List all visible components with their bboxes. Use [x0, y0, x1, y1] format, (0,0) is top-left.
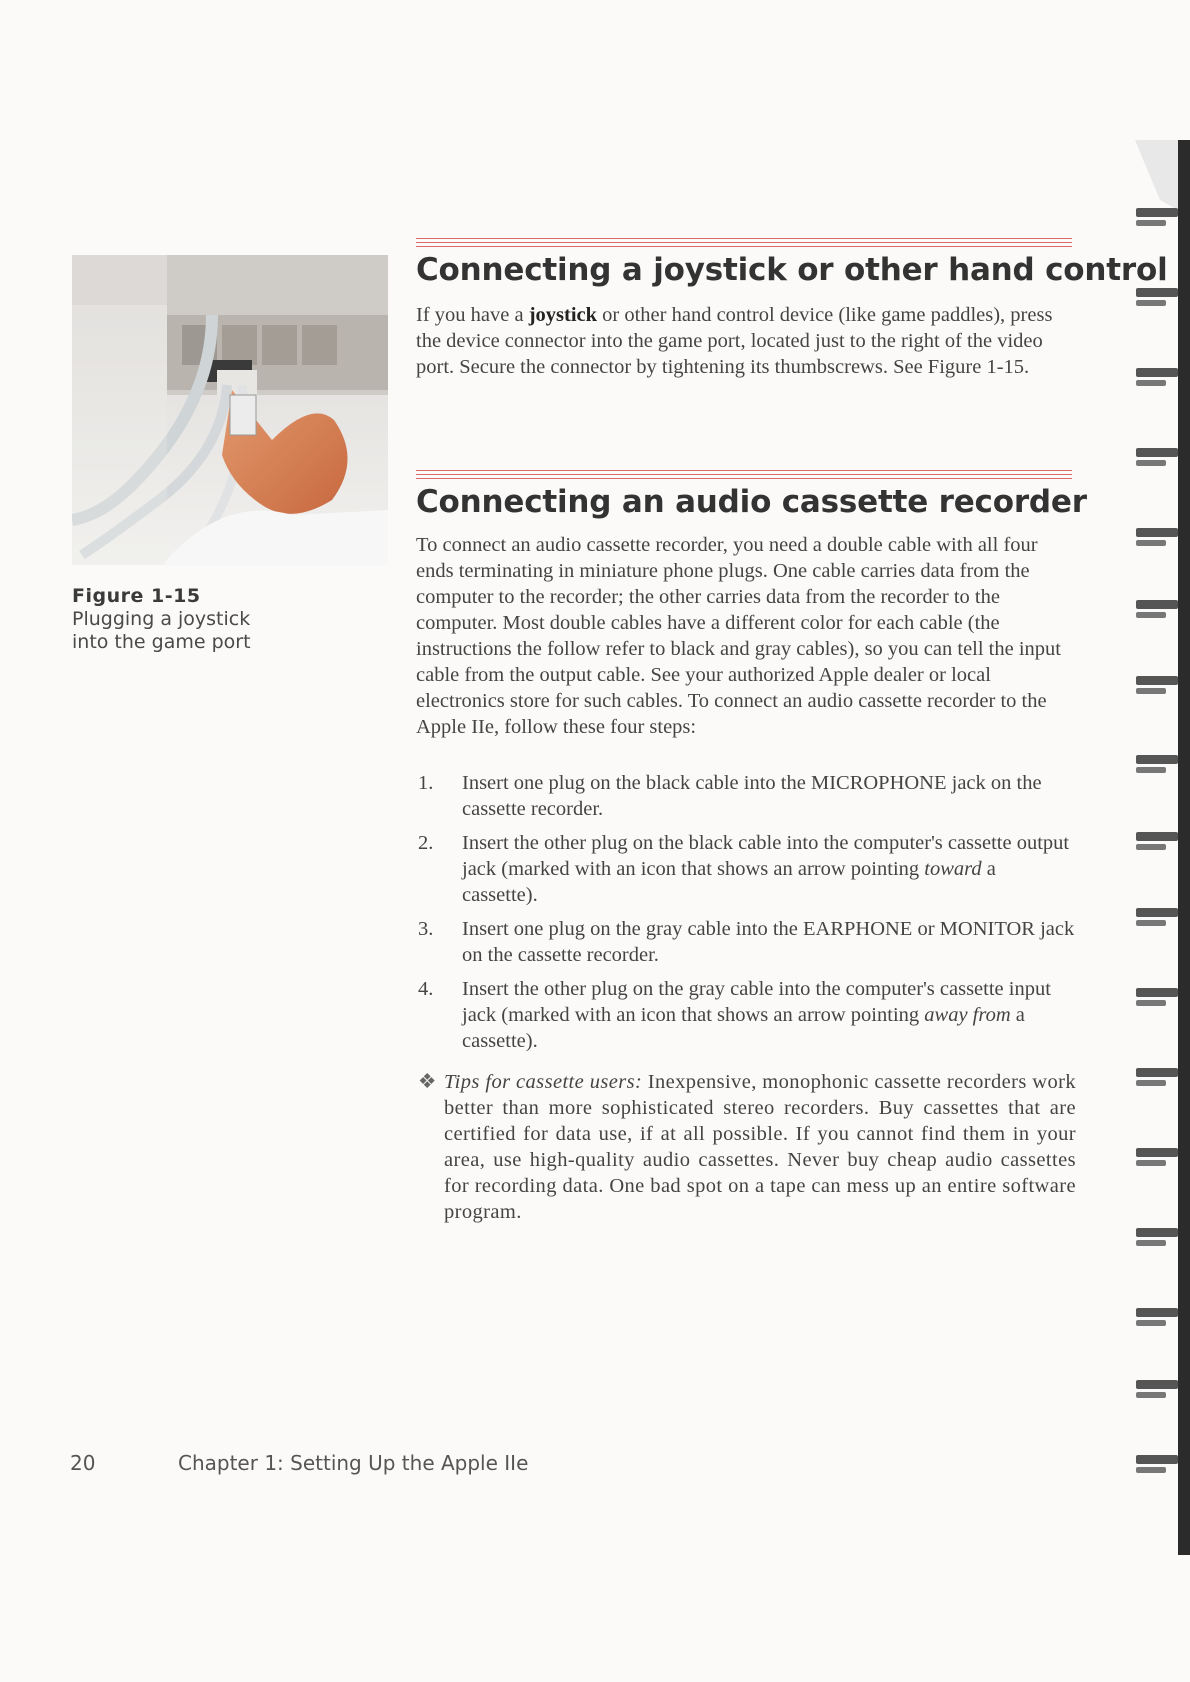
section-title-joystick: Connecting a joystick or other hand control [416, 252, 1168, 288]
tip-label: Tips for cassette users: [444, 1071, 643, 1093]
section-divider-2 [416, 470, 1072, 483]
step-text: Insert the other plug on the black cable into the computer's cassette output jack (marked with an icon that shows an arrow pointing [462, 832, 1070, 880]
section-title-cassette: Connecting an audio cassette recorder [416, 484, 1087, 520]
step-text: a cassette). [462, 858, 996, 906]
step-item [416, 770, 1076, 822]
step-text: Insert one plug on the gray cable into the EARPHONE or MONITOR jack on the cassette recorder. [462, 918, 1075, 966]
chapter-footer: Chapter 1: Setting Up the Apple IIe [178, 1451, 529, 1475]
paragraph-cassette-intro: To connect an audio cassette recorder, you need a double cable with all four ends terminating in miniature phone plugs. One cable carries data from the computer to the recorder; the other carries data from the recorder to the computer. Most double cables have a different color for each cable (the instructions the follow refer to black and gray cables), so you can tell the input cable from the output cable. See your authorized Apple dealer or local electronics store for such cables. To connect an audio cassette recorder to the Apple IIe, follow these four steps: [416, 534, 1061, 738]
step-text: a cassette). [462, 1004, 1025, 1052]
step-number: 2. [418, 832, 434, 854]
page-number: 20 [70, 1451, 96, 1475]
spiral-binding [1130, 140, 1190, 1555]
section-divider-1 [416, 238, 1072, 251]
paragraph-joystick-text-before: If you have a [416, 304, 529, 326]
steps-list [416, 770, 1076, 1062]
step-item [416, 916, 1076, 968]
diamond-bullet-icon: ❖ [418, 1071, 437, 1093]
step-text: Insert one plug on the black cable into the MICROPHONE jack on the cassette recorder. [462, 772, 1042, 820]
paragraph-joystick [416, 302, 1072, 380]
step-emphasis: toward [924, 858, 982, 880]
figure-caption-line-2: into the game port [72, 631, 251, 653]
step-number: 3. [418, 918, 434, 940]
figure-caption-line-1: Plugging a joystick [72, 608, 251, 630]
paragraph-joystick-text-after: or other hand control device (like game paddles), press the device connector into the game port, located just to the right of the video port. Secure the connector by tightening its thumbscrews. See Figure 1-15. [416, 304, 1053, 378]
figure-number: Figure 1-15 [72, 585, 201, 607]
step-item [416, 976, 1076, 1054]
tip-text: Inexpensive, monophonic cassette recorders work better than more sophisticated stereo recorders. Buy cassettes that are certified for data use, if at all possible. If you cannot find them in your area, use high-quality audio cassettes. Never buy cheap audio cassettes for recording data. One bad spot on a tape can mess up an entire software program. [444, 1071, 1076, 1223]
tips-note [416, 1069, 1076, 1225]
joystick-bold-term: joystick [528, 304, 598, 326]
step-number: 1. [418, 772, 434, 794]
figure-caption [72, 585, 312, 654]
figure-photo-joystick-plug [72, 255, 388, 565]
step-item [416, 830, 1076, 908]
step-number: 4. [418, 978, 434, 1000]
step-text: Insert the other plug on the gray cable into the computer's cassette input jack (marked with an icon that shows an arrow pointing [462, 978, 1051, 1026]
step-emphasis: away from [924, 1004, 1011, 1026]
